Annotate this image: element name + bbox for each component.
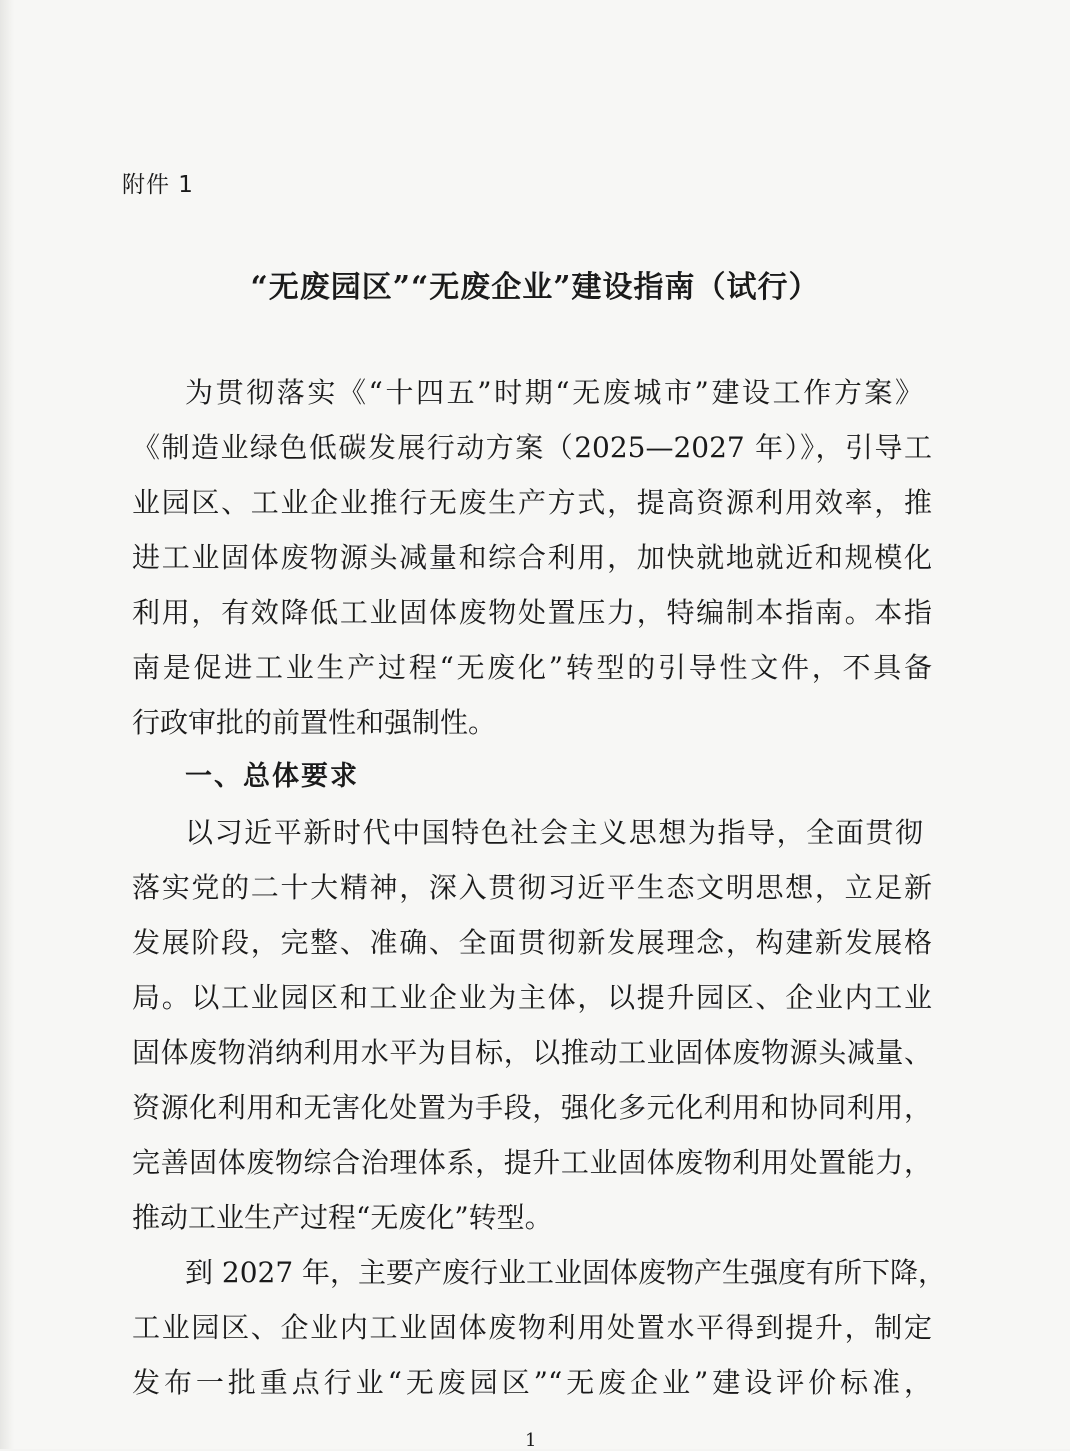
body-line: 局。以工业园区和工业企业为主体，以提升园区、企业内工业 (132, 981, 932, 1014)
page-number: 1 (525, 1430, 537, 1451)
body-line: 工业园区、企业内工业固体废物利用处置水平得到提升，制定 (132, 1311, 932, 1344)
intro-line: 进工业固体废物源头减量和综合利用，加快就地就近和规模化 (132, 541, 932, 574)
body-line: 到 2027 年，主要产废行业工业固体废物产生强度有所下降， (185, 1256, 947, 1289)
body-line: 资源化利用和无害化处置为手段，强化多元化利用和协同利用， (132, 1091, 932, 1124)
body-line: 发展阶段，完整、准确、全面贯彻新发展理念，构建新发展格 (132, 926, 932, 959)
section-heading: 一、总体要求 (185, 761, 359, 792)
intro-line: 行政审批的前置性和强制性。 (132, 706, 497, 739)
body-line: 落实党的二十大精神，深入贯彻习近平生态文明思想，立足新 (132, 871, 932, 904)
body-line: 固体废物消纳利用水平为目标，以推动工业固体废物源头减量、 (132, 1036, 932, 1069)
intro-line: 为贯彻落实《“十四五”时期“无废城市”建设工作方案》 (185, 376, 923, 409)
attachment-label: 附件 1 (122, 172, 194, 198)
intro-line: 业园区、工业企业推行无废生产方式，提高资源利用效率，推 (132, 486, 932, 519)
scan-edge (0, 0, 14, 1449)
intro-line: 《制造业绿色低碳发展行动方案（2025—2027 年）》，引导工 (132, 431, 932, 464)
body-line: 完善固体废物综合治理体系，提升工业固体废物利用处置能力， (132, 1146, 932, 1179)
body-line: 以习近平新时代中国特色社会主义思想为指导，全面贯彻 (185, 816, 923, 849)
intro-line: 利用，有效降低工业固体废物处置压力，特编制本指南。本指 (132, 596, 932, 629)
intro-line: 南是促进工业生产过程“无废化”转型的引导性文件，不具备 (132, 651, 932, 684)
body-line: 推动工业生产过程“无废化”转型。 (132, 1201, 553, 1234)
body-line: 发布一批重点行业“无废园区”“无废企业”建设评价标准， (132, 1366, 932, 1399)
document-title: “无废园区”“无废企业”建设指南（试行） (250, 270, 820, 305)
